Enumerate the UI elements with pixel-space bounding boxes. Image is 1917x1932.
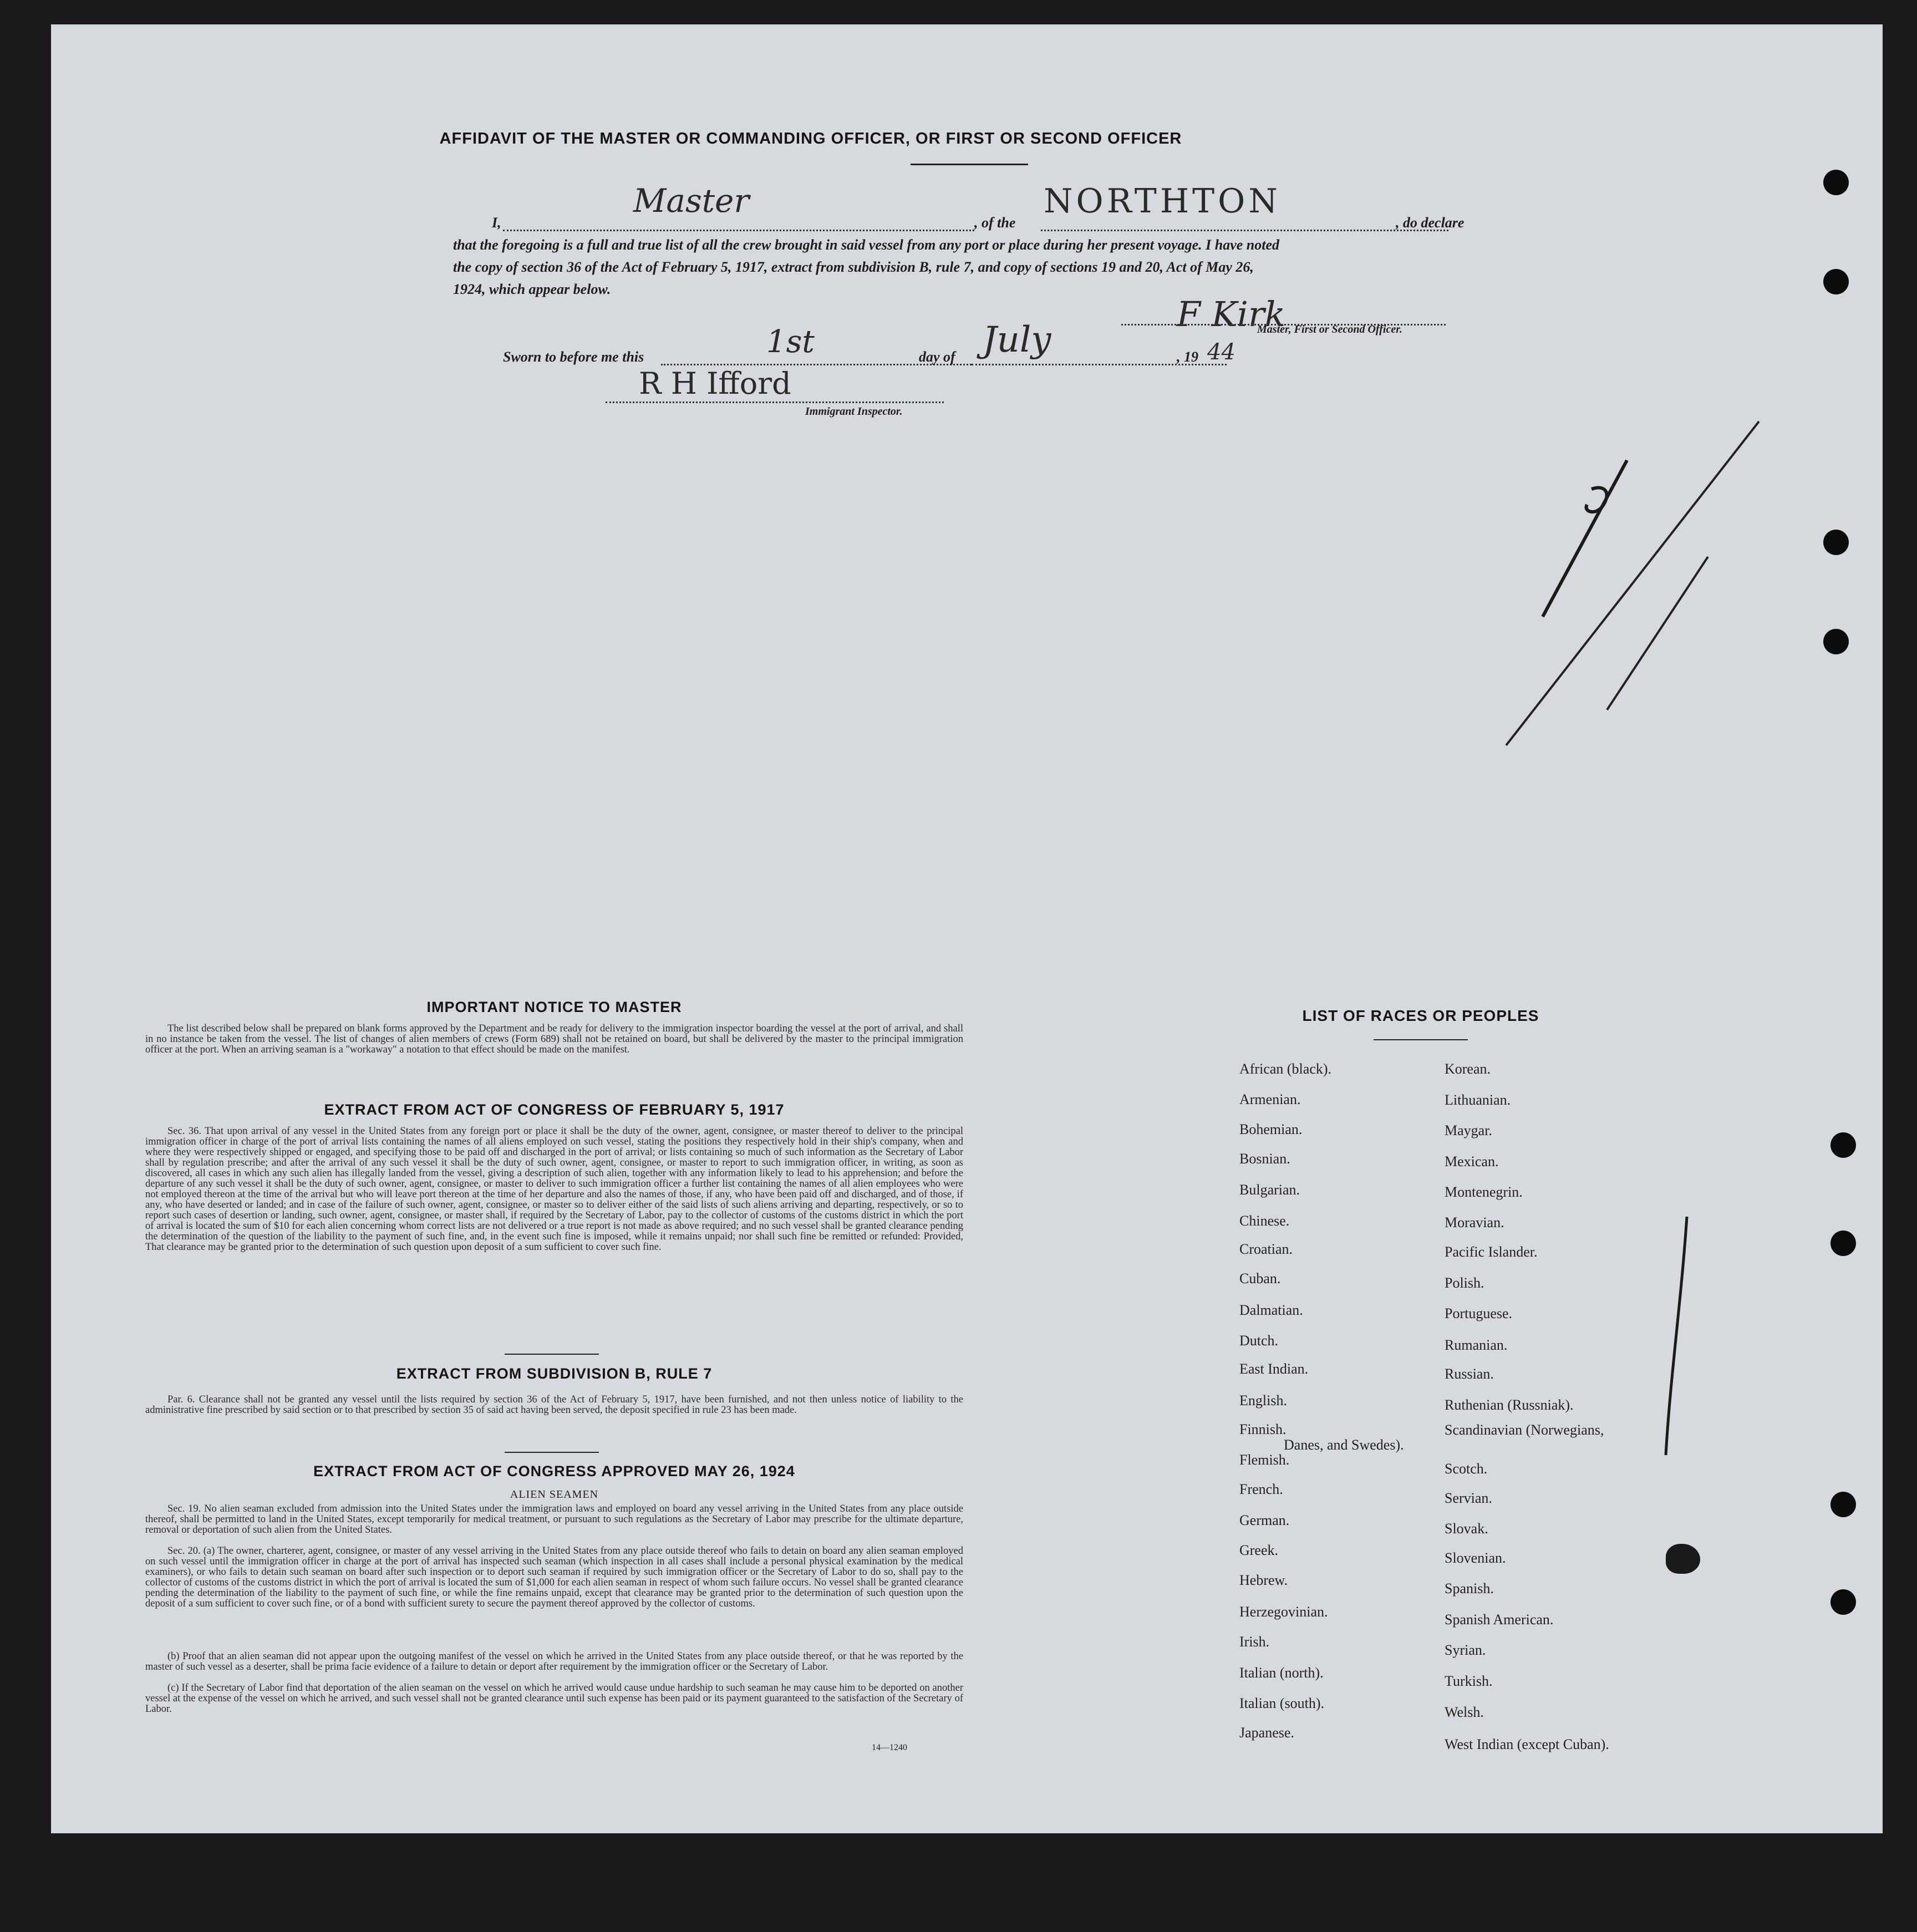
race-item: Welsh. xyxy=(1445,1704,1484,1720)
race-item: Spanish American. xyxy=(1445,1611,1554,1628)
race-item: Cuban. xyxy=(1239,1270,1281,1287)
affidavit-body-line2: the copy of section 36 of the Act of February 5, 1917, extract from subdivision B, rule 7, and copy of sections 19 and 20, Act of May 26, xyxy=(453,259,1254,275)
race-item: Dutch. xyxy=(1239,1333,1279,1349)
race-item: Flemish. xyxy=(1239,1452,1290,1468)
race-item: Ruthenian (Russniak). xyxy=(1445,1397,1574,1413)
year-handwritten: 44 xyxy=(1207,339,1235,365)
race-item: Maygar. xyxy=(1445,1122,1492,1138)
check-mark xyxy=(1587,487,1607,512)
master-name-handwritten: Master xyxy=(633,182,750,220)
pen-marks xyxy=(51,24,1883,1833)
race-item: Bulgarian. xyxy=(1239,1182,1300,1198)
notice-title: IMPORTANT NOTICE TO MASTER xyxy=(426,999,682,1015)
race-item: Turkish. xyxy=(1445,1673,1493,1689)
race-item: Mexican. xyxy=(1445,1153,1499,1170)
race-item: Slovenian. xyxy=(1445,1550,1506,1566)
extract-rule7-text: Par. 6. Clearance shall not be granted any vessel until the lists required by section 36 of the Act of February 5, 1917, have been furnished, and not then unless notice of liability to the administrative fine prescribed by said section or to that prescribed by section 35 of said act having been served, the deposit specified in rule 23 has been made. xyxy=(145,1394,963,1416)
race-item: Japanese. xyxy=(1239,1725,1294,1741)
extract-1924-sec20a: Sec. 20. (a) The owner, charterer, agent, consignee, or master of any vessel arriving in the United States from any place outside thereof who fails to detain on board any alien seaman employed on such vessel until the immigration officer in charge at the port of arrival has inspected such seaman (which inspection in all cases shall include a personal physical examination by the medical examiners), or who fails to detain such seaman on board after such inspection or to deport such seaman if required by such immigration officer or the Secretary of Labor to do so, shall pay to the collector of customs of the customs district in which the port of arrival is located the sum of $1,000 for each alien seaman in respect of whom such failure occurs. No vessel shall be granted clearance pending the determination of the liability to the payment of such fine, or while the fine remains unpaid, except that clearance may be granted prior to the determination of such question upon the deposit of a sum sufficient to cover such fine, or of a bond with sufficient surety to secure the payment thereof approved by the collector of customs. xyxy=(145,1545,963,1609)
race-item: Bosnian. xyxy=(1239,1151,1290,1167)
extract-rule7-title: EXTRACT FROM SUBDIVISION B, RULE 7 xyxy=(396,1365,713,1382)
race-item: African (black). xyxy=(1239,1061,1332,1077)
extract-1924-title: EXTRACT FROM ACT OF CONGRESS APPROVED MAY 26, 1924 xyxy=(313,1463,795,1479)
race-item: Servian. xyxy=(1445,1490,1492,1506)
race-item: Greek. xyxy=(1239,1542,1279,1558)
day-handwritten: 1st xyxy=(766,324,815,360)
extract-1917-title: EXTRACT FROM ACT OF CONGRESS OF FEBRUARY 5, 1917 xyxy=(324,1101,785,1118)
check-mark xyxy=(1666,1217,1687,1455)
extract-1924-sec20b: (b) Proof that an alien seaman did not appear upon the outgoing manifest of the vessel on which he arrived in the United States from any place outside thereof, or that he was reported by the master of such vessel as a deserter, shall be prima facie evidence of a failure to detain or deport after requirement by the immigration officer or the Secretary of Labor. xyxy=(145,1651,963,1672)
race-item: Herzegovinian. xyxy=(1239,1604,1328,1620)
vessel-name-handwritten: NORTHTON xyxy=(1044,182,1281,221)
race-item: German. xyxy=(1239,1512,1290,1528)
race-item: French. xyxy=(1239,1481,1283,1497)
form-page xyxy=(51,24,1883,1833)
race-item: Scotch. xyxy=(1445,1461,1488,1477)
day-of-label: day of xyxy=(919,349,955,365)
race-item: Moravian. xyxy=(1445,1214,1504,1231)
race-item: English. xyxy=(1239,1392,1287,1409)
race-item: Danes, and Swedes). xyxy=(1284,1437,1404,1453)
extract-1924-sec20c: (c) If the Secretary of Labor find that deportation of the alien seaman on the vessel on which he arrived would cause undue hardship to such seaman he may cause him to be deported on another vessel at the expense of the vessel on which he arrived, and such vessel shall not be granted clearance until such expense has been paid or its payment guaranteed to the satisfaction of the Secretary of Labor. xyxy=(145,1682,963,1715)
race-item: Hebrew. xyxy=(1239,1572,1288,1588)
check-mark xyxy=(1607,557,1708,710)
race-item: Scandinavian (Norwegians, xyxy=(1445,1422,1604,1438)
month-handwritten: July xyxy=(983,319,1051,360)
extract-1924-sec19: Sec. 19. No alien seaman excluded from admission into the United States under the immigration laws and employed on board any vessel arriving in the United States from any place outside thereof, shall be permitted to land in the United States, except temporarily for medical treatment, or pursuant to such regulations as the Secretary of Labor may prescribe for the ultimate departure, removal or deportation of such alien from the United States. xyxy=(145,1503,963,1536)
race-item: Italian (south). xyxy=(1239,1695,1325,1711)
race-item: Croatian. xyxy=(1239,1241,1293,1257)
race-item: Italian (north). xyxy=(1239,1665,1324,1681)
affidavit-title: AFFIDAVIT OF THE MASTER OR COMMANDING OFFICER, OR FIRST OR SECOND OFFICER xyxy=(439,130,1182,148)
do-declare-label: , do declare xyxy=(1396,215,1465,231)
races-title: LIST OF RACES OR PEOPLES xyxy=(1302,1007,1539,1024)
year-prefix: , 19 xyxy=(1177,349,1198,365)
race-item: Korean. xyxy=(1445,1061,1491,1077)
race-item: Rumanian. xyxy=(1445,1337,1508,1353)
race-item: West Indian (except Cuban). xyxy=(1445,1736,1609,1752)
race-item: Irish. xyxy=(1239,1634,1270,1650)
race-item: Chinese. xyxy=(1239,1213,1290,1229)
check-mark xyxy=(1543,460,1627,617)
race-item: East Indian. xyxy=(1239,1361,1309,1377)
race-item: Syrian. xyxy=(1445,1642,1486,1658)
form-number: 14—1240 xyxy=(872,1743,907,1752)
inspector-caption: Immigrant Inspector. xyxy=(805,405,903,418)
race-item: Finnish. xyxy=(1239,1421,1287,1437)
affidavit-body-line1: that the foregoing is a full and true list of all the crew brought in said vessel from any port or place during her present voyage. I have noted xyxy=(453,237,1280,253)
race-item: Armenian. xyxy=(1239,1091,1301,1107)
race-item: Lithuanian. xyxy=(1445,1092,1511,1108)
master-signature-handwritten: F Kirk xyxy=(1177,294,1286,334)
inspector-signature-handwritten: R H Ifford xyxy=(639,366,791,401)
race-item: Russian. xyxy=(1445,1366,1494,1382)
extract-1917-text: Sec. 36. That upon arrival of any vessel in the United States from any foreign port or place it shall be the duty of the owner, agent, consignee, or master thereof to deliver to the principal immigration officer in charge of the port of arrival lists containing the names of all aliens employed on such vessel, stating the positions they respectively hold in their ship's company, when and where they were respectively shipped or engaged, and specifying those to be paid off and discharged in the port of arrival; or lists containing so much of such information as the Secretary of Labor shall by regulation prescribe; and after the arrival of any such vessel it shall be the duty of such owner, agent, consignee, or master to report to such immigration officer, in writing, as soon as discovered, all cases in which any such alien has illegally landed from the vessel, giving a description of such alien, together with any information likely to lead to his apprehension; and before the departure of any such vessel it shall be the duty of such owner, agent, consignee, or master to deliver to such immigration officer a further list containing the names of all alien employees who were not employed thereon at the time of the arrival but who will leave port thereon at the time of her departure and also the names of those, if any, who have been paid off and discharged, and of those, if any, who have deserted or landed; and in case of the failure of such owner, agent, consignee, or master so to deliver either of the said lists of such aliens arriving and departing, respectively, or so to report such cases of desertion or landing, such owner, agent, consignee, or master shall, if required by the Secretary of Labor, pay to the collector of customs of the customs district in which the port of arrival is located the sum of $10 for each alien concerning whom correct lists are not delivered or a true report is not made as above required; and no such vessel shall be granted clearance pending the determination of the question of the liability to the payment of such fine, and, in the event such fine is imposed, while it remains unpaid; nor shall such fine be remitted or refunded: Provided, That clearance may be granted prior to the determination of such question upon deposit of a sum sufficient to cover such fine. xyxy=(145,1126,963,1253)
affidavit-body-line3: 1924, which appear below. xyxy=(453,281,611,297)
race-item: Polish. xyxy=(1445,1275,1484,1291)
race-item: Montenegrin. xyxy=(1445,1184,1523,1200)
i-label: I, xyxy=(492,215,501,231)
race-item: Dalmatian. xyxy=(1239,1302,1303,1318)
race-item: Bohemian. xyxy=(1239,1121,1303,1137)
notice-text: The list described below shall be prepared on blank forms approved by the Department and be ready for delivery to the immigration inspector boarding the vessel at the port of arrival, and shall in no instance be taken from the vessel. The list of changes of alien members of crews (Form 689) shall not be retained on board, but shall be delivered by the master to the principal immigration officer at the port. When an arriving seaman is a "workaway" a notation to that effect should be made on the manifest. xyxy=(145,1023,963,1055)
sworn-label: Sworn to before me this xyxy=(503,349,644,365)
race-item: Pacific Islander. xyxy=(1445,1244,1538,1260)
alien-seamen-subtitle: ALIEN SEAMEN xyxy=(510,1488,599,1501)
check-mark xyxy=(1506,421,1759,745)
of-the-label: , of the xyxy=(974,215,1016,231)
master-caption: Master, First or Second Officer. xyxy=(1257,323,1402,335)
race-item: Slovak. xyxy=(1445,1521,1488,1537)
race-item: Portuguese. xyxy=(1445,1305,1513,1321)
race-item: Spanish. xyxy=(1445,1580,1494,1597)
